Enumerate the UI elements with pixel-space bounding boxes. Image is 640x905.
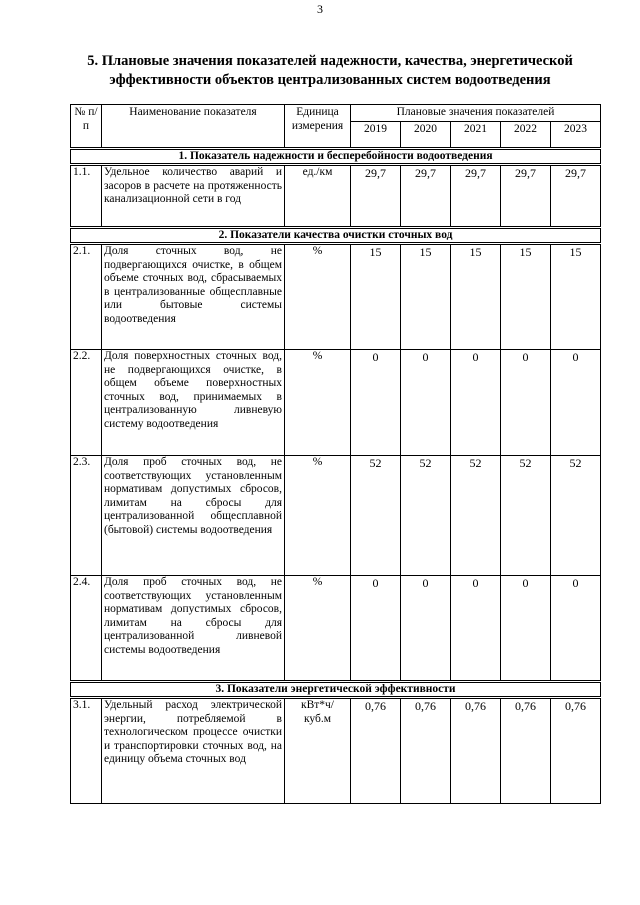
value-cell: 15	[401, 244, 451, 350]
value-cell: 0	[351, 350, 401, 456]
value-cell: 52	[351, 456, 401, 576]
indicator-name: Доля поверхностных сточных вод, не подвергающихся очистке, в общем объеме поверхностных сточных вод, принимаемых в централизованную ливневую систему водоотведения	[102, 350, 285, 456]
value-cell: 29,7	[551, 165, 601, 228]
header-unit: Единица измерения	[285, 105, 351, 149]
indicator-name: Удельное количество аварий и засоров в расчете на протяженность канализационной сети в год	[102, 165, 285, 228]
indicator-unit: кВт*ч/ куб.м	[285, 698, 351, 804]
header-year: 2021	[451, 122, 501, 149]
row-number: 2.2.	[71, 350, 102, 456]
value-cell: 29,7	[351, 165, 401, 228]
row-number: 2.4.	[71, 576, 102, 682]
value-cell: 0,76	[351, 698, 401, 804]
table-row	[71, 165, 601, 228]
row-number: 2.1.	[71, 244, 102, 350]
indicator-unit: %	[285, 350, 351, 456]
value-cell: 0	[401, 576, 451, 682]
indicator-name: Доля сточных вод, не подвергающихся очистке, в общем объеме сточных вод, сбрасываемых в централизованные общесплавные или бытовые системы водоотведения	[102, 244, 285, 350]
indicator-unit: %	[285, 456, 351, 576]
value-cell: 0	[451, 576, 501, 682]
header-year: 2022	[501, 122, 551, 149]
indicators-table	[70, 104, 601, 804]
row-number: 3.1.	[71, 698, 102, 804]
value-cell: 29,7	[451, 165, 501, 228]
header-name: Наименование показателя	[102, 105, 285, 149]
section-title: 1. Показатель надежности и бесперебойности водоотведения	[71, 149, 601, 165]
table-row	[71, 698, 601, 804]
indicator-name: Доля проб сточных вод, не соответствующих установленным нормативам допустимых сбросов, лимитам на сбросы для централизованной ливневой системы водоотведения	[102, 576, 285, 682]
section-title: 2. Показатели качества очистки сточных вод	[71, 228, 601, 244]
section-row	[71, 149, 601, 165]
header-year: 2020	[401, 122, 451, 149]
value-cell: 15	[501, 244, 551, 350]
value-cell: 52	[551, 456, 601, 576]
value-cell: 0	[551, 576, 601, 682]
value-cell: 0,76	[501, 698, 551, 804]
section-row	[71, 682, 601, 698]
table-row	[71, 456, 601, 576]
value-cell: 29,7	[501, 165, 551, 228]
value-cell: 52	[401, 456, 451, 576]
value-cell: 0	[501, 576, 551, 682]
value-cell: 15	[351, 244, 401, 350]
value-cell: 0,76	[401, 698, 451, 804]
value-cell: 15	[451, 244, 501, 350]
header-year: 2023	[551, 122, 601, 149]
row-number: 2.3.	[71, 456, 102, 576]
value-cell: 52	[501, 456, 551, 576]
header-year: 2019	[351, 122, 401, 149]
section-row	[71, 228, 601, 244]
table-row	[71, 350, 601, 456]
value-cell: 0,76	[451, 698, 501, 804]
header-number: № п/п	[71, 105, 102, 149]
indicator-unit: ед./км	[285, 165, 351, 228]
row-number: 1.1.	[71, 165, 102, 228]
indicator-unit: %	[285, 244, 351, 350]
value-cell: 29,7	[401, 165, 451, 228]
value-cell: 0	[551, 350, 601, 456]
table-row	[71, 244, 601, 350]
value-cell: 0	[451, 350, 501, 456]
indicator-name: Доля проб сточных вод, не соответствующих установленным нормативам допустимых сбросов, лимитам на сбросы для централизованной общесплавной (бытовой) системы водоотведения	[102, 456, 285, 576]
value-cell: 52	[451, 456, 501, 576]
table-row	[71, 576, 601, 682]
document-heading: 5. Плановые значения показателей надежности, качества, энергетической эффективности объектов централизованных систем водоотведения	[87, 53, 573, 88]
header-planned-values: Плановые значения показателей	[351, 105, 601, 122]
page-number: 3	[317, 2, 323, 16]
value-cell: 0,76	[551, 698, 601, 804]
value-cell: 15	[551, 244, 601, 350]
value-cell: 0	[401, 350, 451, 456]
value-cell: 0	[351, 576, 401, 682]
indicator-unit: %	[285, 576, 351, 682]
section-title: 3. Показатели энергетической эффективности	[71, 682, 601, 698]
indicator-name: Удельный расход электрической энергии, потребляемой в технологическом процессе очистки и транспортировки сточных вод, на единицу объема сточных вод	[102, 698, 285, 804]
value-cell: 0	[501, 350, 551, 456]
